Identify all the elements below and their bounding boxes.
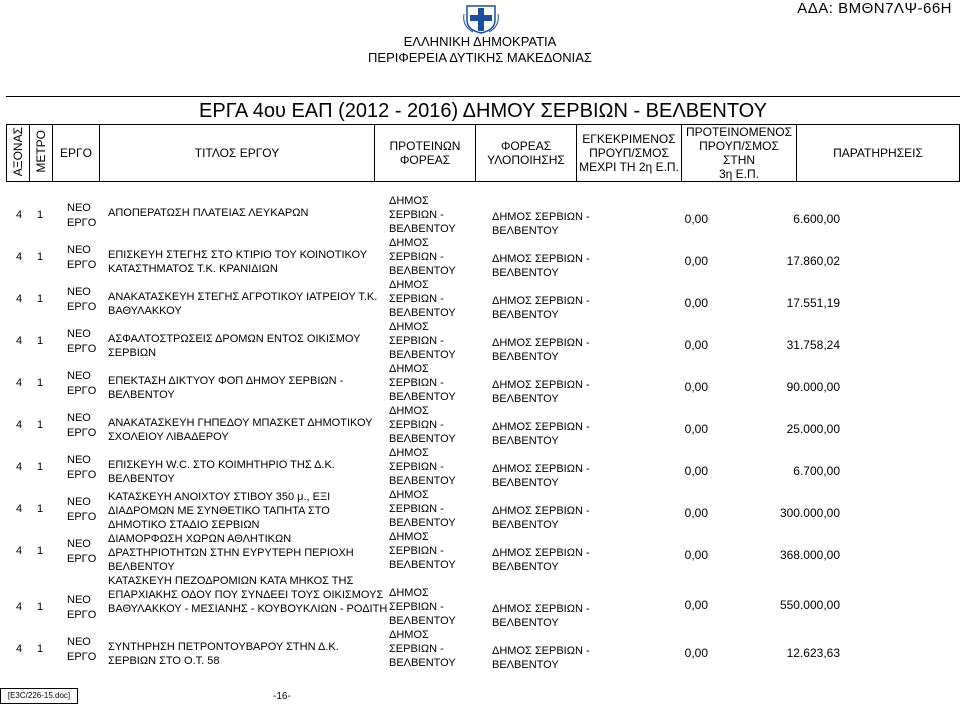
column-header-row — [6, 124, 960, 182]
cell-ergo: ΝΕΟ ΕΡΓΟ — [67, 286, 97, 313]
cell-axonas: 4 — [16, 545, 23, 557]
cell-prot: 6.700,00 — [793, 464, 840, 478]
cell-egk: 0,00 — [684, 464, 708, 478]
cell-ergo: ΝΕΟ ΕΡΓΟ — [67, 244, 97, 271]
cell-title: ΕΠΕΚΤΑΣΗ ΔΙΚΤΥΟΥ ΦΟΠ ΔΗΜΟΥ ΣΕΡΒΙΩΝ - ΒΕΛΒΕΝΤΟΥ — [108, 375, 344, 401]
cell-ylop: ΔΗΜΟΣ ΣΕΡΒΙΩΝ - ΒΕΛΒΕΝΤΟΥ — [492, 547, 590, 573]
cell-metro: 1 — [37, 643, 44, 655]
cell-axonas: 4 — [16, 461, 23, 473]
cell-ergo: ΝΕΟ ΕΡΓΟ — [67, 454, 97, 481]
cell-axonas: 4 — [16, 335, 23, 347]
cell-axonas: 4 — [16, 601, 23, 613]
cell-metro: 1 — [37, 461, 44, 473]
cell-title: ΚΑΤΑΣΚΕΥΗ ΑΝΟΙΧΤΟΥ ΣΤΙΒΟΥ 350 μ., ΕΞΙ ΔΙΑΔΡΟΜΩΝ ΜΕ ΣΥΝΘΕΤΙΚΟ ΤΑΠΗΤΑ ΣΤΟ ΔΗΜΟΤΙΚΟ ΣΤΑΔΙΟ ΣΕΡΒΙΩΝ — [108, 491, 331, 531]
col-ergo: ΕΡΓΟ — [53, 125, 100, 182]
cell-ylop: ΔΗΜΟΣ ΣΕΡΒΙΩΝ - ΒΕΛΒΕΝΤΟΥ — [492, 463, 590, 489]
cell-egk: 0,00 — [684, 296, 708, 310]
col-ylop: ΦΟΡΕΑΣ ΥΛΟΠΟΙΗΣΗΣ — [476, 125, 577, 182]
cell-title: ΚΑΤΑΣΚΕΥΗ ΠΕΖΟΔΡΟΜΙΩΝ ΚΑΤΑ ΜΗΚΟΣ ΤΗΣ ΕΠΑΡΧΙΑΚΗΣ ΟΔΟΥ ΠΟΥ ΣΥΝΔΕΕΙ ΤΟΥΣ ΟΙΚΙΣΜΟΥΣ ΒΑΘΥΛΑΚΚΟΥ - ΜΕΣΙΑΝΗΣ - ΚΟΥΒΟΥΚΛΙΩΝ - ΡΟΔΙΤΗ — [108, 575, 388, 615]
cell-proteinon: ΔΗΜΟΣ ΣΕΡΒΙΩΝ - ΒΕΛΒΕΝΤΟΥ — [389, 321, 456, 361]
col-parat: ΠΑΡΑΤΗΡΗΣΕΙΣ — [797, 125, 960, 182]
cell-ylop: ΔΗΜΟΣ ΣΕΡΒΙΩΝ - ΒΕΛΒΕΝΤΟΥ — [492, 505, 590, 531]
cell-metro: 1 — [37, 377, 44, 389]
cell-proteinon: ΔΗΜΟΣ ΣΕΡΒΙΩΝ - ΒΕΛΒΕΝΤΟΥ — [389, 363, 456, 403]
col-egk: ΕΓΚΕΚΡΙΜΕΝΟΣ ΠΡΟΥΠ/ΣΜΟΣ ΜΕΧΡΙ ΤΗ 2η Ε.Π. — [577, 125, 682, 182]
cell-egk: 0,00 — [684, 422, 708, 436]
cell-axonas: 4 — [16, 251, 23, 263]
cell-ylop: ΔΗΜΟΣ ΣΕΡΒΙΩΝ - ΒΕΛΒΕΝΤΟΥ — [492, 603, 590, 629]
cell-proteinon: ΔΗΜΟΣ ΣΕΡΒΙΩΝ - ΒΕΛΒΕΝΤΟΥ — [389, 279, 456, 319]
cell-title: ΑΝΑΚΑΤΑΣΚΕΥΗ ΓΗΠΕΔΟΥ ΜΠΑΣΚΕΤ ΔΗΜΟΤΙΚΟΥ ΣΧΟΛΕΙΟΥ ΛΙΒΑΔΕΡΟΥ — [108, 417, 373, 443]
cell-ylop: ΔΗΜΟΣ ΣΕΡΒΙΩΝ - ΒΕΛΒΕΝΤΟΥ — [492, 421, 590, 447]
cell-title: ΑΠΟΠΕΡΑΤΩΣΗ ΠΛΑΤΕΙΑΣ ΛΕΥΚΑΡΩΝ — [108, 207, 309, 219]
cell-ergo: ΝΕΟ ΕΡΓΟ — [67, 370, 97, 397]
cell-title: ΑΝΑΚΑΤΑΣΚΕΥΗ ΣΤΕΓΗΣ ΑΓΡΟΤΙΚΟΥ ΙΑΤΡΕΙΟΥ Τ.Κ. ΒΑΘΥΛΑΚΚΟΥ — [108, 291, 378, 317]
cell-ergo: ΝΕΟ ΕΡΓΟ — [67, 328, 97, 355]
cell-proteinon: ΔΗΜΟΣ ΣΕΡΒΙΩΝ - ΒΕΛΒΕΝΤΟΥ — [389, 489, 456, 529]
col-prot: ΠΡΟΤΕΙΝΟΜΕΝΟΣ ΠΡΟΥΠ/ΣΜΟΣ ΣΤΗΝ 3η Ε.Π. — [682, 125, 797, 182]
greek-emblem-icon — [463, 4, 499, 34]
cell-axonas: 4 — [16, 643, 23, 655]
cell-axonas: 4 — [16, 293, 23, 305]
cell-prot: 31.758,24 — [786, 338, 840, 352]
cell-prot: 300.000,00 — [779, 506, 840, 520]
cell-ylop: ΔΗΜΟΣ ΣΕΡΒΙΩΝ - ΒΕΛΒΕΝΤΟΥ — [492, 337, 590, 363]
cell-metro: 1 — [37, 601, 44, 613]
cell-ergo: ΝΕΟ ΕΡΓΟ — [67, 496, 97, 523]
cell-metro: 1 — [37, 545, 44, 557]
cell-proteinon: ΔΗΜΟΣ ΣΕΡΒΙΩΝ - ΒΕΛΒΕΝΤΟΥ — [389, 587, 456, 627]
cell-axonas: 4 — [16, 209, 23, 221]
cell-egk: 0,00 — [684, 380, 708, 394]
cell-axonas: 4 — [16, 419, 23, 431]
col-proteinon: ΠΡΟΤΕΙΝΩΝ ΦΟΡΕΑΣ — [375, 125, 476, 182]
col-title: ΤΙΤΛΟΣ ΕΡΓΟΥ — [100, 125, 375, 182]
cell-proteinon: ΔΗΜΟΣ ΣΕΡΒΙΩΝ - ΒΕΛΒΕΝΤΟΥ — [389, 629, 456, 669]
cell-axonas: 4 — [16, 503, 23, 515]
cell-prot: 12.623,63 — [786, 646, 840, 660]
page-title: ΕΡΓΑ 4ου ΕΑΠ (2012 - 2016) ΔΗΜΟΥ ΣΕΡΒΙΩΝ - ΒΕΛΒΕΝΤΟΥ — [6, 96, 960, 125]
cell-egk: 0,00 — [684, 506, 708, 520]
page-number: -16- — [273, 691, 291, 702]
cell-egk: 0,00 — [684, 254, 708, 268]
cell-prot: 17.551,19 — [786, 296, 840, 310]
cell-ylop: ΔΗΜΟΣ ΣΕΡΒΙΩΝ - ΒΕΛΒΕΝΤΟΥ — [492, 211, 590, 237]
cell-proteinon: ΔΗΜΟΣ ΣΕΡΒΙΩΝ - ΒΕΛΒΕΝΤΟΥ — [389, 531, 456, 571]
cell-egk: 0,00 — [684, 548, 708, 562]
cell-title: ΕΠΙΣΚΕΥΗ ΣΤΕΓΗΣ ΣΤΟ ΚΤΙΡΙΟ ΤΟΥ ΚΟΙΝΟΤΙΚΟΥ ΚΑΤΑΣΤΗΜΑΤΟΣ Τ.Κ. ΚΡΑΝΙΔΙΩΝ — [108, 249, 367, 275]
cell-metro: 1 — [37, 251, 44, 263]
cell-ylop: ΔΗΜΟΣ ΣΕΡΒΙΩΝ - ΒΕΛΒΕΝΤΟΥ — [492, 295, 590, 321]
cell-ylop: ΔΗΜΟΣ ΣΕΡΒΙΩΝ - ΒΕΛΒΕΝΤΟΥ — [492, 645, 590, 671]
col-axonas: ΑΞΟΝΑΣ — [7, 125, 30, 182]
cell-egk: 0,00 — [684, 646, 708, 660]
cell-ergo: ΝΕΟ ΕΡΓΟ — [67, 202, 97, 229]
cell-metro: 1 — [37, 335, 44, 347]
cell-ergo: ΝΕΟ ΕΡΓΟ — [67, 412, 97, 439]
cell-proteinon: ΔΗΜΟΣ ΣΕΡΒΙΩΝ - ΒΕΛΒΕΝΤΟΥ — [389, 447, 456, 487]
cell-ylop: ΔΗΜΟΣ ΣΕΡΒΙΩΝ - ΒΕΛΒΕΝΤΟΥ — [492, 379, 590, 405]
cell-title: ΣΥΝΤΗΡΗΣΗ ΠΕΤΡΟΝΤΟΥΒΑΡΟΥ ΣΤΗΝ Δ.Κ. ΣΕΡΒΙΩΝ ΣΤΟ Ο.Τ. 58 — [108, 641, 339, 667]
cell-metro: 1 — [37, 503, 44, 515]
cell-proteinon: ΔΗΜΟΣ ΣΕΡΒΙΩΝ - ΒΕΛΒΕΝΤΟΥ — [389, 405, 456, 445]
cell-title: ΔΙΑΜΟΡΦΩΣΗ ΧΩΡΩΝ ΑΘΛΗΤΙΚΩΝ ΔΡΑΣΤΗΡΙΟΤΗΤΩΝ ΣΤΗΝ ΕΥΡΥΤΕΡΗ ΠΕΡΙΟΧΗ ΒΕΛΒΕΝΤΟΥ — [108, 533, 354, 573]
cell-axonas: 4 — [16, 377, 23, 389]
cell-egk: 0,00 — [684, 598, 708, 612]
cell-prot: 368.000,00 — [779, 548, 840, 562]
col-metro: ΜΕΤΡΟ — [30, 125, 53, 182]
ada-code: ΑΔΑ: ΒΜΘΝ7ΛΨ-66Η — [797, 0, 952, 17]
cell-metro: 1 — [37, 209, 44, 221]
cell-prot: 550.000,00 — [779, 598, 840, 612]
cell-title: ΕΠΙΣΚΕΥΗ W.C. ΣΤΟ ΚΟΙΜΗΤΗΡΙΟ ΤΗΣ Δ.Κ. ΒΕΛΒΕΝΤΟΥ — [108, 459, 335, 485]
cell-metro: 1 — [37, 293, 44, 305]
cell-prot: 17.860,02 — [786, 254, 840, 268]
cell-prot: 6.600,00 — [793, 212, 840, 226]
cell-metro: 1 — [37, 419, 44, 431]
header-region: ΠΕΡΙΦΕΡΕΙΑ ΔΥΤΙΚΗΣ ΜΑΚΕΔΟΝΙΑΣ — [368, 50, 592, 65]
cell-prot: 25.000,00 — [786, 422, 840, 436]
cell-prot: 90.000,00 — [786, 380, 840, 394]
document-reference: [E3C/226-15.doc] — [0, 688, 78, 704]
cell-egk: 0,00 — [684, 338, 708, 352]
cell-proteinon: ΔΗΜΟΣ ΣΕΡΒΙΩΝ - ΒΕΛΒΕΝΤΟΥ — [389, 195, 456, 235]
cell-ergo: ΝΕΟ ΕΡΓΟ — [67, 538, 97, 565]
cell-ergo: ΝΕΟ ΕΡΓΟ — [67, 636, 97, 663]
cell-proteinon: ΔΗΜΟΣ ΣΕΡΒΙΩΝ - ΒΕΛΒΕΝΤΟΥ — [389, 237, 456, 277]
cell-ergo: ΝΕΟ ΕΡΓΟ — [67, 594, 97, 621]
cell-ylop: ΔΗΜΟΣ ΣΕΡΒΙΩΝ - ΒΕΛΒΕΝΤΟΥ — [492, 253, 590, 279]
cell-title: ΑΣΦΑΛΤΟΣΤΡΩΣΕΙΣ ΔΡΟΜΩΝ ΕΝΤΟΣ ΟΙΚΙΣΜΟΥ ΣΕΡΒΙΩΝ — [108, 333, 361, 359]
cell-egk: 0,00 — [684, 212, 708, 226]
header-republic: ΕΛΛΗΝΙΚΗ ΔΗΜΟΚΡΑΤΙΑ — [403, 34, 557, 49]
